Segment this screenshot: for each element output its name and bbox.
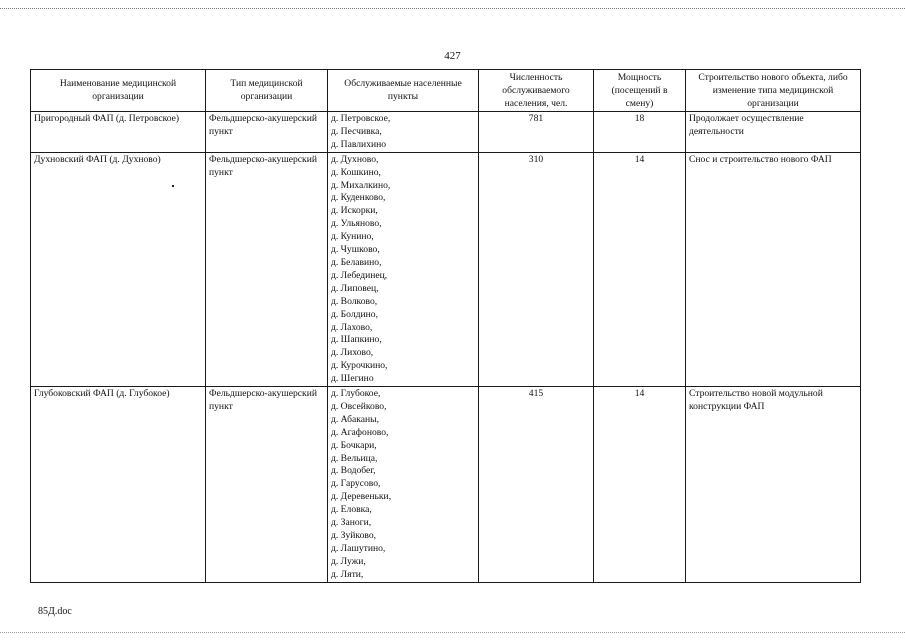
capacity-cell: 14 — [594, 152, 686, 386]
population-cell: 415 — [479, 387, 594, 583]
table-row — [31, 152, 861, 386]
settlement-item: д. Петровское, — [331, 112, 391, 124]
table-row — [31, 111, 861, 152]
settlement-item: д. Глубокое, — [331, 388, 381, 400]
page-number: 427 — [444, 50, 461, 62]
org-type-cell: Фельдшерско-акушерский пункт — [206, 111, 328, 152]
settlement-item: д. Волково, — [331, 295, 378, 307]
settlements-cell — [328, 111, 479, 152]
footer-filename: 85Д.doc — [38, 606, 72, 617]
scan-edge-bottom — [0, 632, 905, 633]
settlement-item: д. Деревеньки, — [331, 491, 392, 503]
settlement-item: д. Липовец, — [331, 282, 379, 294]
settlement-item: д. Овсейково, — [331, 400, 387, 412]
construction-status-cell: Продолжает осуществление деятельности — [686, 111, 861, 152]
org-name-cell: Пригородный ФАП (д. Петровское) — [31, 111, 206, 152]
header-population: Численность обслуживаемого населения, чел. — [479, 70, 594, 112]
settlements-cell — [328, 152, 479, 386]
population-cell: 310 — [479, 152, 594, 386]
table-header-row — [31, 70, 861, 112]
org-name-cell: Глубоковский ФАП (д. Глубокое) — [31, 387, 206, 583]
settlement-item: д. Духново, — [331, 153, 379, 165]
settlement-item: д. Лебединец, — [331, 269, 388, 281]
header-settlements: Обслуживаемые населенные пункты — [328, 70, 479, 112]
settlements-cell — [328, 387, 479, 583]
header-org-type: Тип медицинской организации — [206, 70, 328, 112]
settlement-item: д. Болдино, — [331, 308, 378, 320]
org-type-cell: Фельдшерско-акушерский пункт — [206, 152, 328, 386]
construction-status-cell: Снос и строительство нового ФАП — [686, 152, 861, 386]
settlement-item: д. Ульяново, — [331, 218, 382, 230]
settlement-item: д. Лужи, — [331, 555, 366, 567]
settlement-item: д. Кунино, — [331, 231, 374, 243]
settlement-item: д. Шапкино, — [331, 334, 382, 346]
settlement-item: д. Водобег, — [331, 465, 376, 477]
settlement-item: д. Бочкари, — [331, 439, 377, 451]
population-cell: 781 — [479, 111, 594, 152]
settlement-item: д. Песчивка, — [331, 125, 382, 137]
table-row — [31, 387, 861, 583]
settlement-item: д. Ляти, — [331, 568, 364, 580]
settlement-item: д. Чушково, — [331, 244, 380, 256]
settlement-item: д. Лашутино, — [331, 542, 386, 554]
settlement-item: д. Агафоново, — [331, 426, 389, 438]
settlement-item: д. Курочкино, — [331, 360, 388, 372]
settlement-item: д. Еловка, — [331, 504, 372, 516]
capacity-cell: 18 — [594, 111, 686, 152]
construction-status-cell: Строительство новой модульной конструкции ФАП — [686, 387, 861, 583]
org-name-cell: Духновский ФАП (д. Духново) — [31, 152, 206, 386]
settlement-item: д. Лахово, — [331, 321, 373, 333]
header-construction-status: Строительство нового объекта, либо изменение типа медицинской организации — [686, 70, 861, 112]
org-type-cell: Фельдшерско-акушерский пункт — [206, 387, 328, 583]
capacity-cell: 14 — [594, 387, 686, 583]
settlement-item: д. Гарусово, — [331, 478, 381, 490]
settlement-item: д. Лихово, — [331, 347, 374, 359]
header-org-name: Наименование медицинской организации — [31, 70, 206, 112]
settlement-item: д. Куденково, — [331, 192, 386, 204]
header-capacity: Мощность (посещений в смену) — [594, 70, 686, 112]
settlement-item: д. Заноги, — [331, 517, 372, 529]
settlement-item: д. Белавино, — [331, 256, 382, 268]
scan-edge-top — [0, 8, 905, 9]
scan-speck — [172, 185, 174, 187]
settlement-item: д. Зуйково, — [331, 530, 377, 541]
settlement-item: д. Михалкино, — [331, 179, 391, 191]
settlement-item: д. Шегино — [331, 373, 374, 385]
settlement-item: д. Искорки, — [331, 205, 378, 217]
settlement-item: д. Кошкино, — [331, 166, 381, 178]
settlement-item: д. Абаканы, — [331, 413, 380, 425]
settlement-item: д. Вельица, — [331, 452, 378, 464]
medical-organizations-table — [30, 69, 861, 583]
settlement-item: д. Павлихино — [331, 138, 387, 150]
